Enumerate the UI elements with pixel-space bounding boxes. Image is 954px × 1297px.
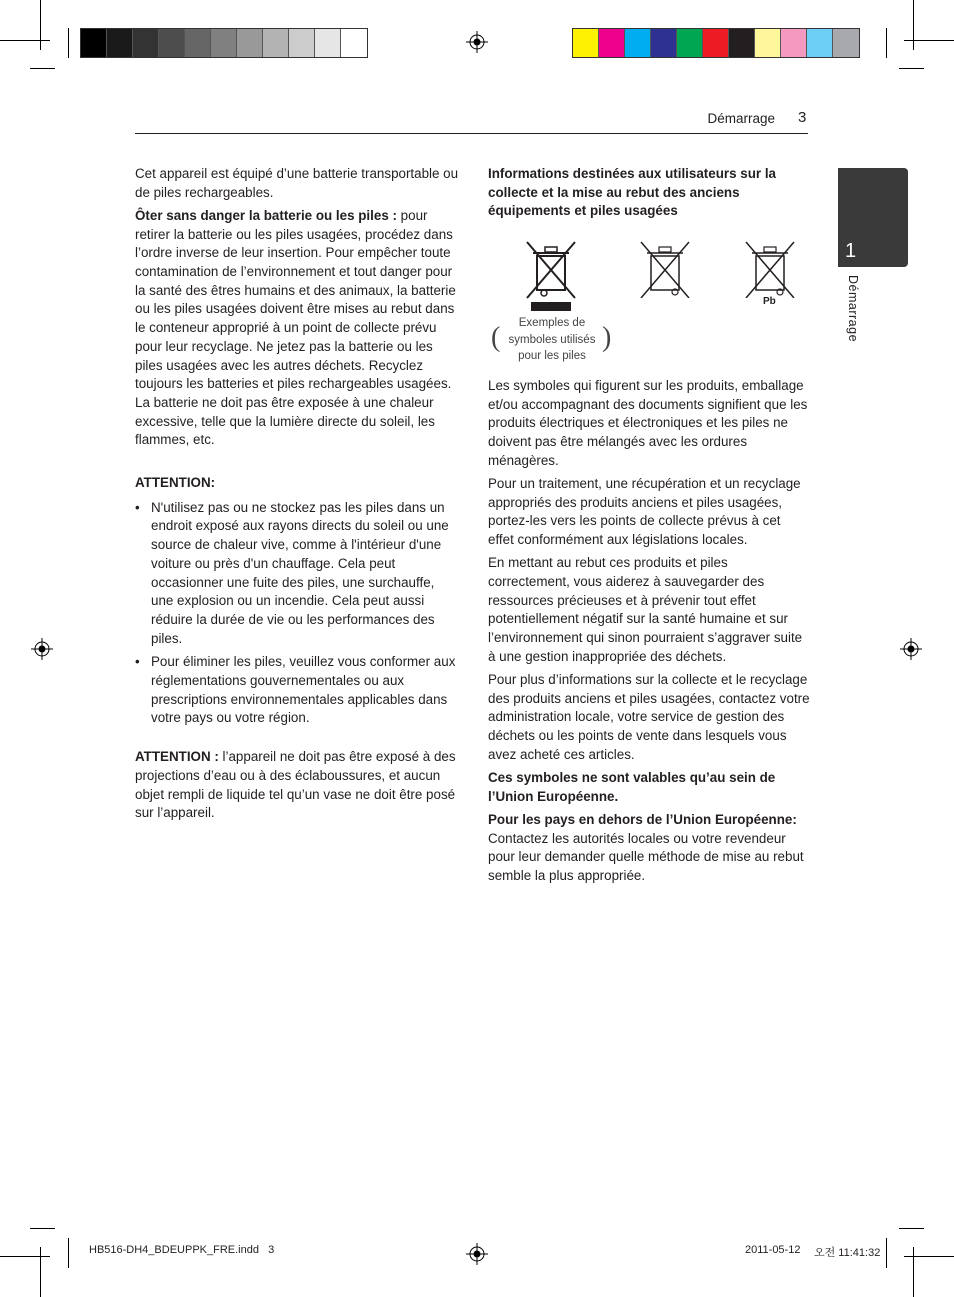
registration-mark-icon <box>466 1243 488 1265</box>
color-swatch <box>107 29 133 57</box>
crop-mark <box>904 1256 954 1257</box>
crop-mark <box>40 0 41 50</box>
crossed-bin-pb-icon <box>742 238 798 298</box>
color-swatch <box>833 29 859 57</box>
gray-color-bar <box>80 28 368 58</box>
caption-open-paren: ( <box>491 322 501 353</box>
attention-list <box>135 499 460 728</box>
remove-battery-paragraph <box>135 207 460 450</box>
symbol-caption: Exemples de symboles utilisés pour les piles <box>508 317 596 362</box>
remove-battery-heading: Ôter sans danger la batterie ou les piles : <box>135 207 397 223</box>
crop-mark <box>899 1228 924 1229</box>
color-swatch <box>599 29 625 57</box>
attention-water-body: l’appareil ne doit pas être exposé à des projections d’eau ou à des éclaboussures, et aucun objet rempli de liquide tel qu’un vase ne doit être posé sur l’appareil. <box>135 749 456 821</box>
non-eu-body: Contactez les autorités locales ou votre revendeur pour leur demander quelle méthode de mise au rebut semble la plus appropriée. <box>488 830 804 884</box>
crop-mark <box>30 1228 55 1229</box>
chapter-number: 1 <box>845 240 857 262</box>
page-number: 3 <box>798 109 807 126</box>
color-swatch <box>341 29 367 57</box>
treatment-paragraph: Pour un traitement, une récupération et un recyclage appropriés des produits anciens et piles usagées, portez-les vers les points de collecte prévus à cet effet conformément aux législations locales. <box>488 476 801 548</box>
color-swatch <box>289 29 315 57</box>
crop-mark <box>913 0 914 50</box>
color-swatch <box>315 29 341 57</box>
crop-mark <box>68 28 69 58</box>
color-swatch <box>729 29 755 57</box>
footer-date: 2011-05-12 <box>745 1244 801 1256</box>
crop-mark <box>886 1238 887 1268</box>
registration-mark-icon <box>31 638 53 660</box>
right-column <box>488 377 810 890</box>
crossed-bin-icon <box>637 238 693 298</box>
attention-heading: ATTENTION: <box>135 475 216 491</box>
crop-mark <box>904 40 954 41</box>
header-rule <box>135 133 808 134</box>
color-swatch <box>573 29 599 57</box>
color-swatch <box>625 29 651 57</box>
non-eu-paragraph <box>488 811 810 886</box>
left-column <box>135 165 460 828</box>
list-item: • Pour éliminer les piles, veuillez vous conformer aux réglementations gouvernementales ou aux prescriptions environnementales applicables dans votre pays ou votre région. <box>135 653 460 728</box>
crop-mark <box>0 40 50 41</box>
attention-water-paragraph <box>135 748 460 823</box>
color-swatch <box>677 29 703 57</box>
running-header-section: Démarrage <box>707 111 775 126</box>
color-swatch <box>651 29 677 57</box>
info-paragraph: Pour plus d’informations sur la collecte et le recyclage des produits anciens et piles usagées, contactez votre administration locale, votre service de gestion des déchets ou les points de vente dans lesquels vous avez acheté ces articles. <box>488 672 810 762</box>
registration-mark-icon <box>900 638 922 660</box>
crop-mark <box>886 28 887 58</box>
registration-mark-icon <box>466 31 488 53</box>
color-swatch <box>185 29 211 57</box>
remove-battery-body: pour retirer la batterie ou les piles usagées, procédez dans l’ordre inverse de leur insertion. Pour empêcher toute contamination de l’environnement et tout danger pour la santé des êtres humains et des animaux, la batterie ou les piles usagées doivent être mises au rebut dans le conteneur approprié à un point de collecte prévu pour leur recyclage. Ne jetez pas la batterie ou les piles usagées avec les autres déchets. Recyclez toujours les batteries et piles rechargeables usagées. La batterie ne doit pas être exposée à une chaleur excessive, telle que la lumière directe du soleil, les flammes, etc. <box>135 207 456 448</box>
color-swatch <box>133 29 159 57</box>
color-swatch <box>807 29 833 57</box>
color-swatch <box>781 29 807 57</box>
color-swatch <box>211 29 237 57</box>
crop-mark <box>30 68 55 69</box>
crop-mark <box>40 1247 41 1297</box>
symbols-paragraph: Les symboles qui figurent sur les produits, emballage et/ou accompagnant des documents signifient que les produits électriques et électroniques et les piles ne doivent pas être mélangés avec les ordures ménagères. <box>488 378 808 468</box>
footer-time: 오전 11:41:32 <box>814 1247 881 1259</box>
crossed-bin-with-bar-icon <box>523 238 579 314</box>
intro-paragraph: Cet appareil est équipé d’une batterie transportable ou de piles rechargeables. <box>135 166 459 200</box>
non-eu-heading: Pour les pays en dehors de l’Union Européenne: <box>488 811 797 827</box>
pb-label: Pb <box>763 296 776 307</box>
crop-mark <box>913 1247 914 1297</box>
crop-mark <box>68 1238 69 1268</box>
disposal-heading-block <box>488 165 788 226</box>
process-color-bar <box>572 28 860 58</box>
color-swatch <box>263 29 289 57</box>
color-swatch <box>755 29 781 57</box>
crop-mark <box>0 1256 50 1257</box>
disposal-heading: Informations destinées aux utilisateurs sur la collecte et la mise au rebut des anciens équipements et piles usagées <box>488 166 776 219</box>
disposal-paragraph: En mettant au rebut ces produits et piles correctement, vous aiderez à sauvegarder des ressources précieuses et à prévenir tout effet potentiellement négatif sur la santé humaine et sur l’environnement qui sinon pourraient s’aggraver suite à une gestion inappropriée des déchets. <box>488 555 803 664</box>
list-item: • N'utilisez pas ou ne stockez pas les piles dans un endroit exposé aux rayons directs du soleil ou une source de chaleur vive, comme à l'intérieur d'une voiture ou près d'un chauffage. Cela peut occasionner une fuite des piles, une surchauffe, une explosion ou un incendie. Cela peut aussi réduire la durée de vie ou les performances des piles. <box>135 499 460 649</box>
attention-water-heading: ATTENTION : <box>135 749 219 765</box>
color-swatch <box>703 29 729 57</box>
chapter-tab-label: Démarrage <box>846 275 860 343</box>
color-swatch <box>159 29 185 57</box>
crop-mark <box>899 68 924 69</box>
color-swatch <box>81 29 107 57</box>
color-swatch <box>237 29 263 57</box>
caption-close-paren: ) <box>602 322 612 353</box>
footer-filename: HB516-DH4_BDEUPPK_FRE.indd 3 <box>89 1244 275 1256</box>
eu-note: Ces symboles ne sont valables qu’au sein de l’Union Européenne. <box>488 770 776 804</box>
